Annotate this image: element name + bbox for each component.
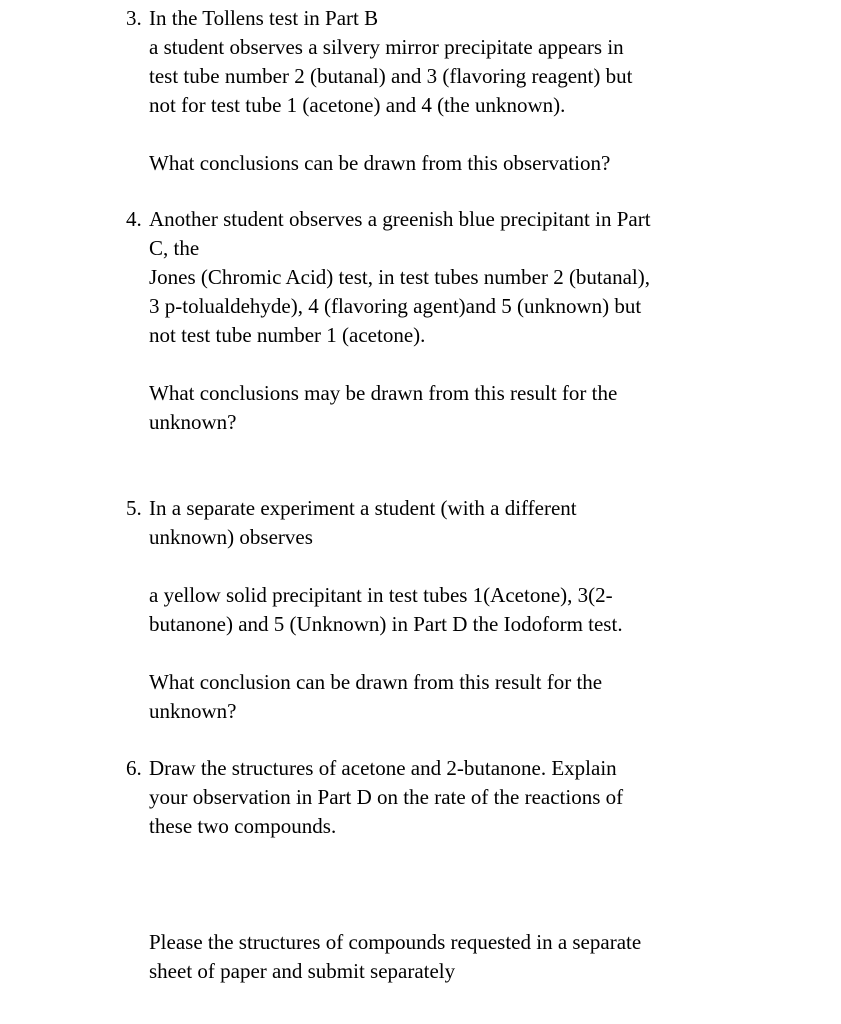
question-prompt-line: What conclusion can be drawn from this result for the bbox=[149, 670, 603, 694]
question-text-line: test tube number 2 (butanal) and 3 (flavoring reagent) but bbox=[149, 64, 633, 88]
question-prompt-line: What conclusions may be drawn from this result for the bbox=[149, 381, 618, 405]
note-line: Please the structures of compounds requested in a separate bbox=[149, 930, 642, 954]
paragraph-gap bbox=[149, 552, 766, 581]
question-text-line: In a separate experiment a student (with a different bbox=[149, 496, 577, 520]
question-text-line: 3 p-tolualdehyde), 4 (flavoring agent)and 5 (unknown) but bbox=[149, 294, 642, 318]
paragraph-gap bbox=[149, 350, 766, 379]
paragraph-gap bbox=[149, 120, 766, 149]
question-text-line: C, the bbox=[149, 236, 200, 260]
question-text-line: Another student observes a greenish blue precipitant in Part bbox=[149, 207, 651, 231]
question-text-line: these two compounds. bbox=[149, 814, 337, 838]
question-number: 4. bbox=[126, 207, 142, 231]
question-text-line: Jones (Chromic Acid) test, in test tubes number 2 (butanal), bbox=[149, 265, 650, 289]
question-text-line: not for test tube 1 (acetone) and 4 (the unknown). bbox=[149, 93, 566, 117]
question-text-line: a yellow solid precipitant in test tubes 1(Acetone), 3(2- bbox=[149, 583, 613, 607]
question-text-line: Draw the structures of acetone and 2-butanone. Explain bbox=[149, 756, 617, 780]
question-text-line: butanone) and 5 (Unknown) in Part D the Iodoform test. bbox=[149, 612, 623, 636]
question-number: 6. bbox=[126, 756, 142, 780]
question-body bbox=[149, 205, 766, 437]
question-3 bbox=[126, 4, 766, 178]
question-5 bbox=[126, 494, 766, 726]
question-prompt-line: unknown? bbox=[149, 410, 237, 434]
question-number: 3. bbox=[126, 6, 142, 30]
question-text-line: In the Tollens test in Part B bbox=[149, 6, 379, 30]
question-number: 5. bbox=[126, 496, 142, 520]
question-prompt-line: unknown? bbox=[149, 699, 237, 723]
question-6 bbox=[126, 754, 766, 841]
question-body bbox=[149, 754, 766, 841]
paragraph-gap bbox=[149, 639, 766, 668]
question-text-line: unknown) observes bbox=[149, 525, 313, 549]
question-text-line: your observation in Part D on the rate of the reactions of bbox=[149, 785, 624, 809]
submission-note bbox=[149, 928, 789, 986]
question-text-line: a student observes a silvery mirror precipitate appears in bbox=[149, 35, 624, 59]
question-prompt-line: What conclusions can be drawn from this observation? bbox=[149, 151, 611, 175]
question-text-line: not test tube number 1 (acetone). bbox=[149, 323, 426, 347]
question-body bbox=[149, 4, 766, 178]
note-line: sheet of paper and submit separately bbox=[149, 959, 456, 983]
question-body bbox=[149, 494, 766, 726]
question-4 bbox=[126, 205, 766, 437]
